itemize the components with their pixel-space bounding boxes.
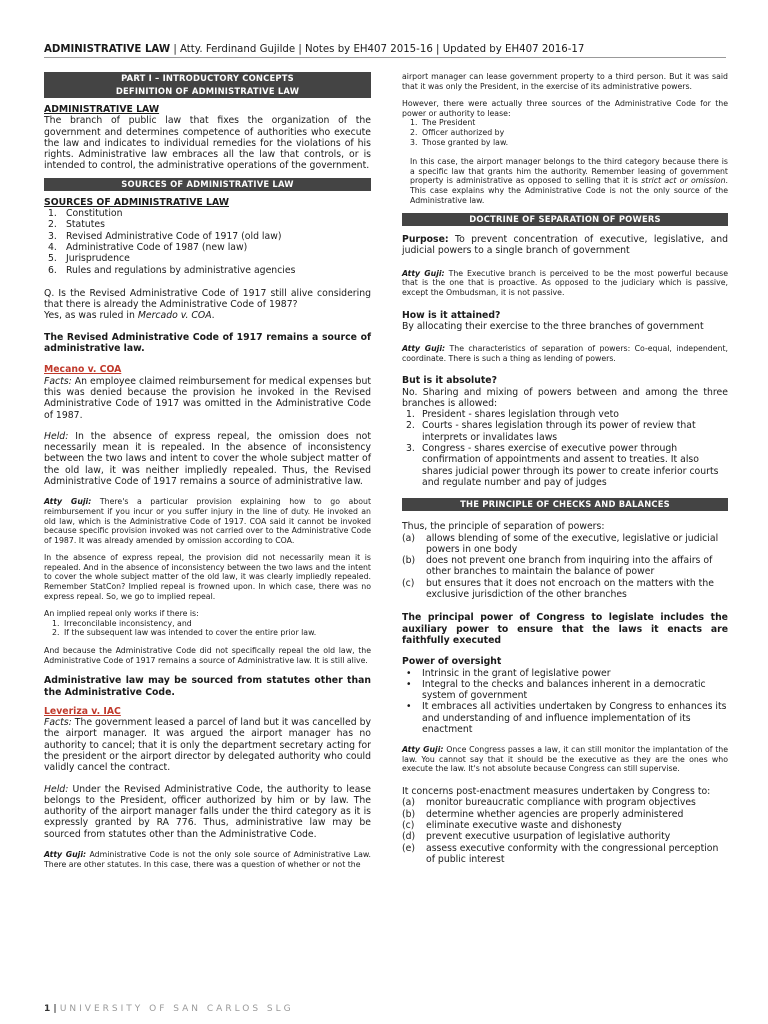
note-paragraph: In this case, the airport manager belongs to the third category because there is a specific law that grants him the authority. Remember leasing of government property is administrative as opposed to selling that it is strict act or omission. This case explains why the Administrative Code is not the only source of the Administrative law. <box>410 157 728 205</box>
checks-list <box>402 533 728 601</box>
list-item: 4. Administrative Code of 1987 (new law) <box>48 241 248 253</box>
list-item: • Intrinsic in the grant of legislative power <box>406 667 611 679</box>
list-item: 1. Irreconcilable inconsistency, and <box>52 618 192 628</box>
definition-text: The branch of public law that fixes the organization of the government and determines competence of authorities who execute the law and indicates to individual remedies for the violations of his rights. Administrative law embraces all the law that controls, or is intended to control, the administrative operations of the government. <box>44 115 371 172</box>
checks-balances-bar: THE PRINCIPLE OF CHECKS AND BALANCES <box>402 498 728 511</box>
list-item: 2. Statutes <box>48 219 105 231</box>
list-item: • Integral to the checks and balances inherent in a democratic system of government <box>406 678 706 702</box>
how-answer: By allocating their exercise to the three branches of government <box>402 320 704 332</box>
case-title-mecano: Mecano v. COA <box>44 364 122 376</box>
page-header <box>44 44 726 58</box>
course-title: ADMINISTRATIVE LAW <box>44 44 171 55</box>
heading-oversight-power: The principal power of Congress to legislate includes the auxiliary power to ensure that the laws it enacts are faithfully executed <box>402 612 728 646</box>
purpose-text: Purpose: To prevent concentration of executive, legislative, and judicial powers to a single branch of government <box>402 234 728 257</box>
list-item: 6. Rules and regulations by administrative agencies <box>48 264 296 276</box>
list-item: (c) but ensures that it does not encroach on the matters with the exclusive jurisdiction of the other branches <box>402 577 714 601</box>
atty-note: Atty Guji: The characteristics of separation of powers: Co-equal, independent, coordinate. There is such a thing as lending of powers. <box>402 344 728 363</box>
right-column <box>402 72 728 865</box>
definition-title: ADMINISTRATIVE LAW <box>44 104 160 115</box>
list-item: (e) assess executive conformity with the congressional perception of public interest <box>402 842 719 865</box>
sharing-list <box>402 409 728 488</box>
definition-bar: DEFINITION OF ADMINISTRATIVE LAW <box>44 85 371 98</box>
case-facts: Facts: An employee claimed reimbursement for medical expenses but this was denied because the provision he invoked in the Revised Administrative Code of 1917 was omitted in the Administrative Code of 1987. <box>44 375 371 421</box>
page-number: 1 <box>44 1004 51 1014</box>
list-item: 3. Those granted by law. <box>410 137 509 147</box>
list-item: 1. President - shares legislation through veto <box>406 409 619 421</box>
three-sources-list <box>402 118 728 147</box>
sources-list <box>44 208 371 276</box>
atty-note: Atty Guji: There's a particular provision explaining how to go about reimbursement if you incur or you suffer injury in the line of duty. He invoked an old law, which is the Administrative Code of 1917. COA said it cannot be invoked because specific provision invoked was not carried over to the Administrative Code of 1987. It was already amended by omission according to COA. <box>44 497 371 545</box>
footer-org: UNIVERSITY OF SAN CARLOS SLG <box>59 1004 294 1014</box>
answer-text: Yes, as was ruled in Mercado v. COA. <box>44 310 215 322</box>
heading-rac-1917: The Revised Administrative Code of 1917 remains a source of administrative law. <box>44 331 371 355</box>
note-paragraph: And because the Administrative Code did not specifically repeal the old law, the Administrative Code of 1917 remains a source of Administrative law. It is still alive. <box>44 646 371 665</box>
heading-other-statutes: Administrative law may be sourced from statutes other than the Administrative Code. <box>44 675 371 698</box>
implied-list <box>44 619 371 638</box>
question-text: Q. Is the Revised Administrative Code of 1917 still alive considering that there is already the Administrative Code of 1987? <box>44 287 371 311</box>
list-item: (a) monitor bureaucratic compliance with program objectives <box>402 797 696 809</box>
case-facts: Facts: The government leased a parcel of land but it was cancelled by the airport manager. It was argued the airport manager has no authority to cancel; that it is only the department secretary acting for the president or the airport director by delegated authority who could validly cancel the contract. <box>44 717 371 774</box>
atty-note: Atty Guji: The Executive branch is perceived to be the most powerful because that is the one that is proactive. As opposed to the judiciary which is passive, except the Ombudsman, it is not passive. <box>402 268 728 297</box>
case-held: Held: In the absence of express repeal, the omission does not necessarily mean it is repealed. In the absence of inconsistency between the two laws and intent to cover the whole subject matter of the old law, it was neither impliedly repealed. Thus, the Revised Administrative Code of 1917 remains a source of administrative law. <box>44 430 371 488</box>
absolute-answer: No. Sharing and mixing of powers between and among the three branches is allowed: <box>402 386 728 409</box>
list-item: (a) allows blending of some of the executive, legislative or judicial powers in one body <box>402 532 719 555</box>
list-item: 1. The President <box>410 118 476 128</box>
atty-note: Atty Guji: Administrative Code is not the only sole source of Administrative Law. There are other statutes. In this case, there was a question of whether or not the <box>44 850 371 869</box>
continuation-text: airport manager can lease government property to a third person. But it was said that it was only the President, in the exercise of its administrative powers. <box>402 72 728 91</box>
checks-intro: Thus, the principle of separation of powers: <box>402 521 605 533</box>
atty-note: Atty Guji: Once Congress passes a law, it can still monitor the implantation of the law. You cannot say that it should be the executive as they are the ones who execute the law. It's not absolute because Congress can still supervise. <box>402 745 728 774</box>
list-item: 3. Revised Administrative Code of 1917 (old law) <box>48 230 282 242</box>
list-item: • It embraces all activities undertaken by Congress to enhances its and understanding of and influence implementation of its enactment <box>406 701 727 735</box>
part-bar: PART I – INTRODUCTORY CONCEPTS <box>44 72 371 85</box>
list-item: (d) prevent executive usurpation of legislative authority <box>402 831 671 843</box>
left-column <box>44 72 371 869</box>
sources-bar: SOURCES OF ADMINISTRATIVE LAW <box>44 178 371 191</box>
note-paragraph: In the absence of express repeal, the provision did not necessarily mean it is repealed. And in the absence of inconsistency between the two laws and the intent to cover the whole subject matter of the old law, it was clearly impliedly repealed. Remember StatCon? Implied repeal is frowned upon. In which case, there was no express repeal. So, we go to implied repeal. <box>44 553 371 601</box>
list-item: (c) eliminate executive waste and dishonesty <box>402 819 622 831</box>
list-item: 2. If the subsequent law was intended to cover the entire prior law. <box>52 628 317 638</box>
post-enactment-list <box>402 797 728 865</box>
how-question: How is it attained? <box>402 309 501 321</box>
post-enactment-intro: It concerns post-enactment measures undertaken by Congress to: <box>402 786 711 798</box>
footer-separator: | <box>50 1004 60 1014</box>
oversight-title: Power of oversight <box>402 656 502 668</box>
list-item: (b) does not prevent one branch from inquiring into the affairs of other branches to maintain the balance of power <box>402 555 713 578</box>
list-item: 2. Courts - shares legislation through its power of review that interprets or invalidates laws <box>406 420 696 443</box>
list-item: (b) determine whether agencies are properly administered <box>402 808 684 820</box>
list-item: 3. Congress - shares exercise of executive power through confirmation of appointments and assent to treaties. It also shares judicial power through its power to create inferior courts and regulate number and pay of judges <box>406 443 719 488</box>
sources-title: SOURCES OF ADMINISTRATIVE LAW <box>44 196 229 208</box>
list-item: 2. Officer authorized by <box>410 127 505 137</box>
header-meta: | Atty. Ferdinand Gujilde | Notes by EH407 2015-16 | Updated by EH407 2016-17 <box>170 44 585 55</box>
separation-bar: DOCTRINE OF SEPARATION OF POWERS <box>402 213 728 226</box>
list-item: 1. Constitution <box>48 208 123 220</box>
case-title-leveriza: Leveriza v. IAC <box>44 705 121 717</box>
list-item: 5. Jurisprudence <box>48 253 130 265</box>
case-held: Held: Under the Revised Administrative Code, the authority to lease belongs to the President, officer authorized by him or by law. The authority of the airport manager falls under the third category as it is expressly granted by RA 776. Thus, administrative law may be sourced from statutes other than the Administrative Code. <box>44 783 371 840</box>
three-sources-intro: However, there were actually three sources of the Administrative Code for the power or authority to lease: <box>402 99 728 118</box>
implied-intro: An implied repeal only works if there is: <box>44 609 199 619</box>
page-footer <box>44 1004 294 1014</box>
absolute-question: But is it absolute? <box>402 375 498 387</box>
oversight-list <box>402 668 728 736</box>
